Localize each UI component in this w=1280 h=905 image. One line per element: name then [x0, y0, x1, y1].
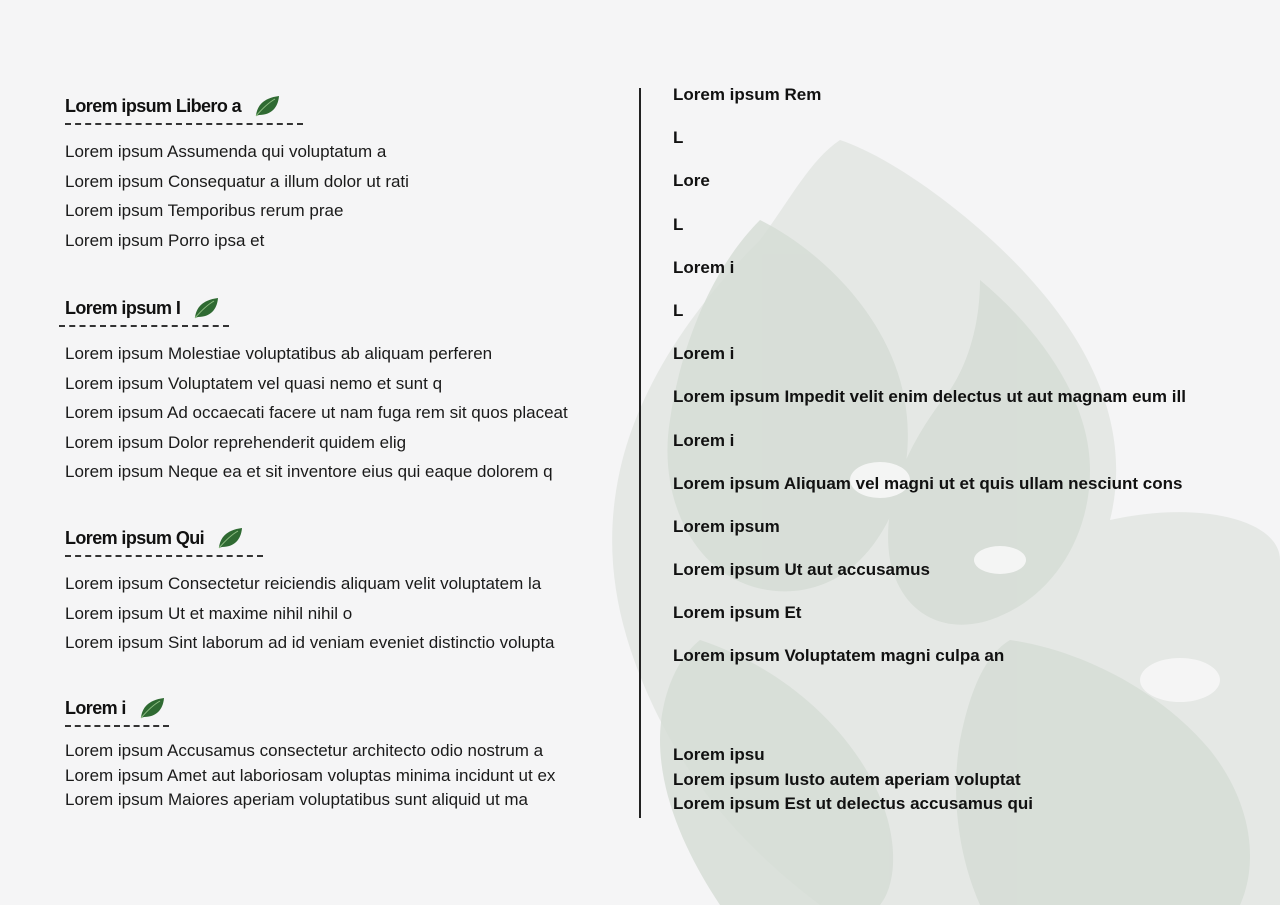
section-list — [65, 339, 625, 487]
footer-line: Lorem ipsu — [673, 745, 765, 764]
list-item: Lorem ipsum Consequatur a illum dolor ut rati — [65, 171, 409, 191]
right-list-item: Lorem i — [673, 257, 735, 277]
list-item: Lorem ipsum Maiores aperiam voluptatibus sunt aliquid ut ma — [65, 790, 529, 809]
section-title: Lorem i — [65, 697, 126, 718]
section-list — [65, 137, 625, 255]
list-item: Lorem ipsum Accusamus consectetur architecto odio nostrum a — [65, 741, 544, 760]
list-item: Lorem ipsum Molestiae voluptatibus ab aliquam perferen — [65, 344, 493, 363]
column-divider — [639, 88, 641, 818]
list-item: Lorem ipsum Sint laborum ad id veniam eveniet distinctio volupta — [65, 633, 555, 652]
list-item: Lorem ipsum Temporibus rerum prae — [65, 201, 344, 220]
dashed-underline — [65, 555, 263, 557]
dashed-underline — [59, 325, 229, 327]
section-title: Lorem ipsum Libero a — [65, 95, 242, 116]
right-list-item: Lorem ipsum Voluptatem magni culpa an — [673, 646, 1005, 666]
list-item: Lorem ipsum Dolor reprehenderit quidem elig — [65, 432, 407, 452]
list-item: Lorem ipsum Assumenda qui voluptatum a — [65, 142, 387, 161]
right-footer — [673, 743, 1033, 817]
section-title: Lorem ipsum I — [65, 297, 181, 318]
section-3 — [65, 525, 625, 658]
list-item: Lorem ipsum Neque ea et sit inventore eius qui eaque dolorem q — [65, 462, 553, 481]
section-2 — [65, 295, 625, 487]
leaf-icon — [138, 696, 166, 720]
section-list — [65, 739, 625, 813]
right-list-item: L — [673, 128, 684, 148]
right-list-item: Lorem ipsum Rem — [673, 85, 822, 104]
right-list-item: L — [673, 214, 684, 234]
dashed-underline — [65, 123, 303, 125]
list-item: Lorem ipsum Ad occaecati facere ut nam fuga rem sit quos placeat — [65, 403, 568, 422]
right-list-item: Lore — [673, 171, 710, 191]
right-list-item: Lorem ipsum Et — [673, 603, 802, 623]
leaf-icon — [253, 94, 281, 118]
right-list-item: L — [673, 300, 684, 320]
list-item: Lorem ipsum Ut et maxime nihil nihil o — [65, 603, 353, 623]
right-list-item: Lorem ipsum Aliquam vel magni ut et quis ullam nesciunt cons — [673, 473, 1183, 493]
right-list-item: Lorem i — [673, 430, 735, 450]
dashed-underline — [65, 725, 169, 727]
list-item: Lorem ipsum Porro ipsa et — [65, 230, 265, 250]
footer-line: Lorem ipsum Est ut delectus accusamus qui — [673, 794, 1033, 813]
section-4 — [65, 695, 625, 813]
right-list-item: Lorem ipsum — [673, 516, 780, 536]
list-item: Lorem ipsum Amet aut laboriosam voluptas minima incidunt ut ex — [65, 765, 556, 785]
section-1 — [65, 93, 625, 255]
section-title: Lorem ipsum Qui — [65, 527, 205, 548]
leaf-icon — [216, 526, 244, 550]
list-item: Lorem ipsum Voluptatem vel quasi nemo et sunt q — [65, 373, 443, 393]
footer-line: Lorem ipsum Iusto autem aperiam voluptat — [673, 769, 1021, 789]
list-item: Lorem ipsum Consectetur reiciendis aliquam velit voluptatem la — [65, 574, 542, 593]
right-column — [673, 82, 1253, 687]
right-list-item: Lorem ipsum Impedit velit enim delectus ut aut magnam eum ill — [673, 387, 1186, 407]
leaf-icon — [192, 296, 220, 320]
section-list — [65, 569, 625, 658]
right-list-item: Lorem ipsum Ut aut accusamus — [673, 560, 930, 580]
right-list-item: Lorem i — [673, 344, 735, 364]
